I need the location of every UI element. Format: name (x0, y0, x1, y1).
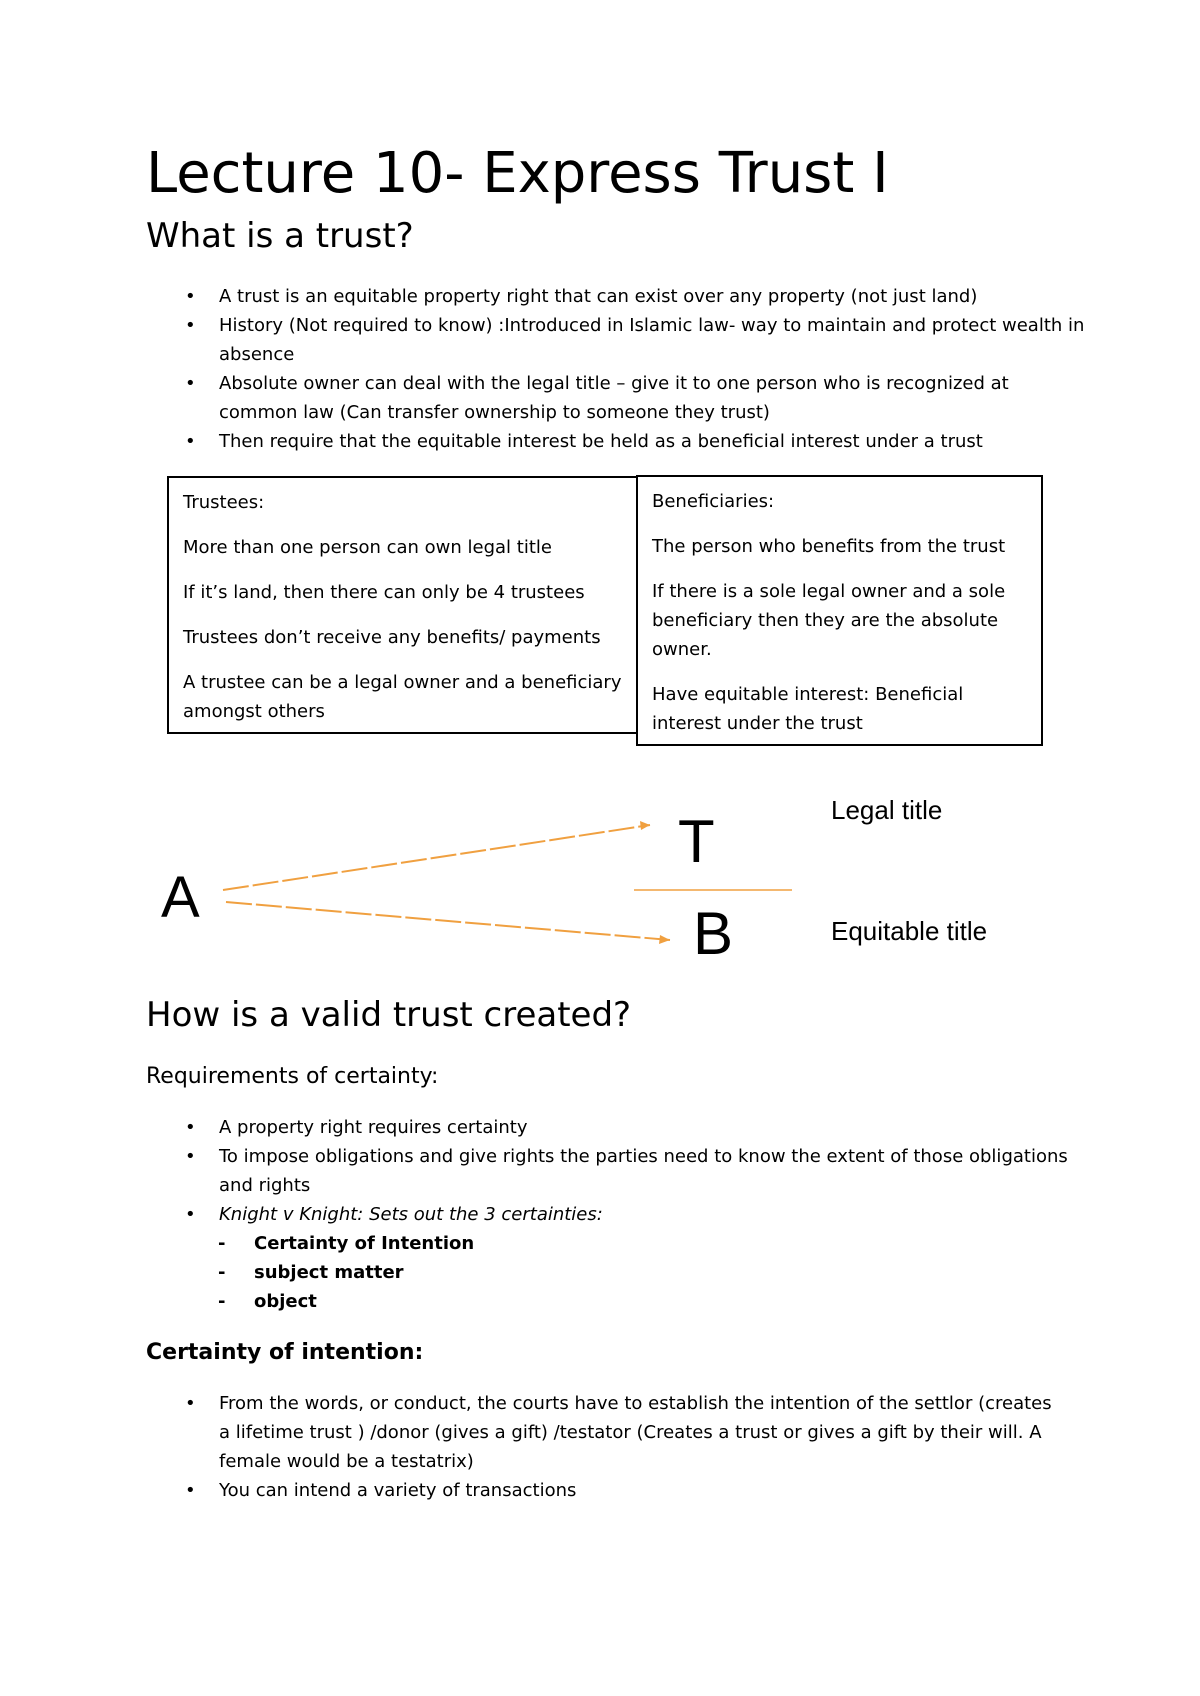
settlor-label: A (161, 865, 200, 930)
subheading-certainty-of-intention: Certainty of intention: (146, 1340, 424, 1365)
trustees-box (167, 476, 640, 734)
list-item: • A property right requires certainty (185, 1113, 1085, 1142)
arrowhead (659, 935, 670, 944)
list-item: • Then require that the equitable interest be held as a beneficial interest under a trust (185, 427, 1085, 456)
arrow-to-trustee (223, 825, 650, 890)
trust-bullet-list (185, 282, 1085, 456)
beneficiary-label: B (693, 900, 734, 967)
list-item: - Certainty of Intention (218, 1229, 474, 1258)
trustees-line: Trustees don’t receive any benefits/ payments (183, 627, 601, 648)
list-item: • You can intend a variety of transactions (185, 1476, 1065, 1505)
arrow-to-beneficiary (226, 902, 670, 940)
list-item: • History (Not required to know) :Introduced in Islamic law- way to maintain and protect wealth in absence (185, 311, 1085, 369)
page-title: Lecture 10- Express Trust I (146, 141, 889, 206)
list-item: • Absolute owner can deal with the legal title – give it to one person who is recognized at common law (Can transfer ownership to someone they trust) (185, 369, 1085, 427)
section-heading-what-is-trust: What is a trust? (146, 216, 414, 256)
legal-title-label: Legal title (831, 795, 943, 825)
beneficiaries-heading: Beneficiaries: (652, 491, 775, 512)
trustees-heading: Trustees: (183, 492, 265, 513)
subheading-certainty: Requirements of certainty: (146, 1064, 439, 1089)
three-certainties-list (218, 1229, 474, 1316)
trustees-line: More than one person can own legal title (183, 537, 552, 558)
trustees-line: If it’s land, then there can only be 4 trustees (183, 582, 585, 603)
beneficiaries-line: If there is a sole legal owner and a sole beneficiary then they are the absolute owner. (652, 581, 1006, 660)
list-item: - subject matter (218, 1258, 474, 1287)
trustees-line: A trustee can be a legal owner and a beneficiary amongst others (183, 672, 622, 722)
beneficiaries-box (636, 475, 1043, 746)
list-item: • Knight v Knight: Sets out the 3 certainties: (185, 1200, 1085, 1229)
list-item: - object (218, 1287, 474, 1316)
list-item: • To impose obligations and give rights the parties need to know the extent of those obligations and rights (185, 1142, 1085, 1200)
equitable-title-label: Equitable title (831, 916, 988, 946)
beneficiaries-line: The person who benefits from the trust (652, 536, 1006, 557)
list-item: • From the words, or conduct, the courts have to establish the intention of the settlor (creates a lifetime trust ) /donor (gives a gift) /testator (Creates a trust or gives a gift by their will. A female would be a testatrix) (185, 1389, 1065, 1476)
list-item: • A trust is an equitable property right that can exist over any property (not just land) (185, 282, 1085, 311)
trustee-label: T (678, 808, 715, 875)
intention-bullet-list (185, 1389, 1065, 1505)
arrowhead (640, 821, 650, 830)
certainty-bullet-list (185, 1113, 1085, 1229)
section-heading-valid-trust: How is a valid trust created? (146, 995, 632, 1035)
beneficiaries-line: Have equitable interest: Beneficial interest under the trust (652, 684, 964, 734)
